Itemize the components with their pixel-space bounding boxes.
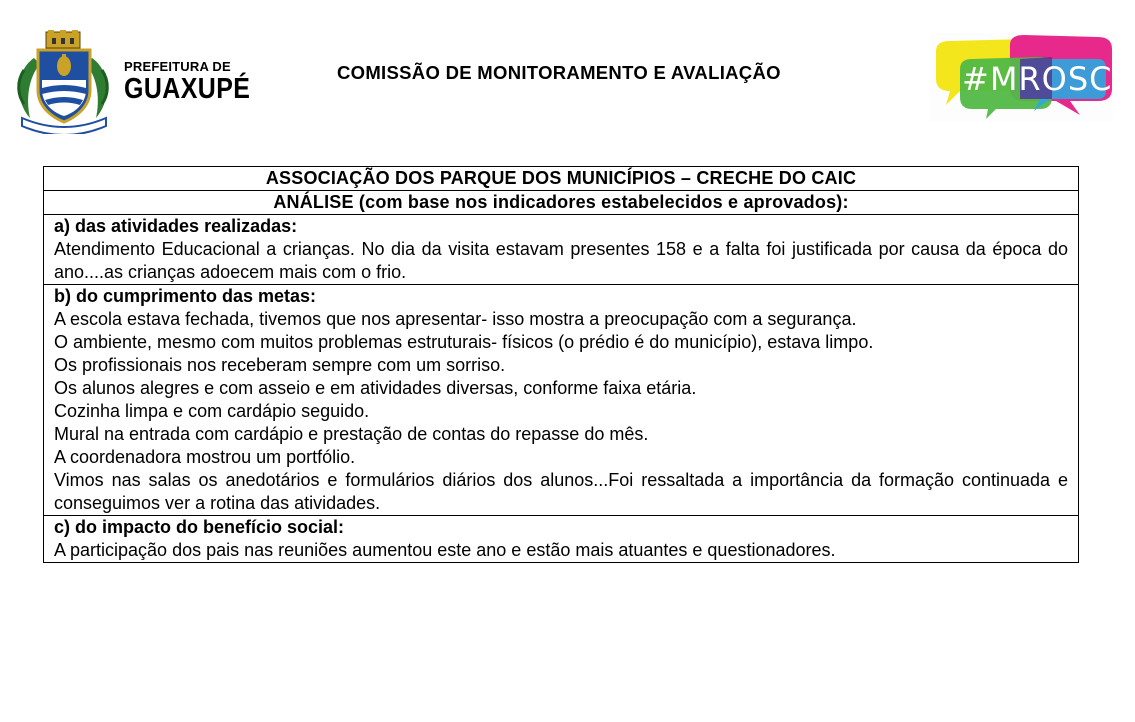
page-title: COMISSÃO DE MONITORAMENTO E AVALIAÇÃO [337, 62, 781, 83]
prefeitura-logo-text [124, 60, 271, 104]
section-metas [44, 284, 1078, 515]
logo-line-guaxupe: GUAXUPÉ [124, 73, 251, 105]
section-line: A escola estava fechada, tivemos que nos apresentar- isso mostra a preocupação com a segurança. [54, 309, 857, 329]
section-atividades [44, 214, 1078, 284]
mrosc-logo-text: #MROSC [962, 60, 1113, 98]
logo-line-prefeitura: PREFEITURA DE [124, 59, 231, 74]
table-subtitle: ANÁLISE (com base nos indicadores estabelecidos e aprovados): [44, 190, 1078, 214]
section-line: O ambiente, mesmo com muitos problemas estruturais- físicos (o prédio é do município), estava limpo. [54, 332, 874, 352]
section-heading: c) do impacto do benefício social: [54, 517, 345, 537]
section-line: Mural na entrada com cardápio e prestação de contas do repasse do mês. [54, 424, 649, 444]
mrosc-logo [930, 33, 1113, 121]
section-heading: a) das atividades realizadas: [54, 216, 298, 236]
section-line: Vimos nas salas os anedotários e formulários diários dos alunos...Foi ressaltada a importância da formação continuada e conseguimos ver a rotina das atividades. [54, 470, 1068, 513]
section-line: Atendimento Educacional a crianças. No dia da visita estavam presentes 158 e a falta foi justificada por causa da época do ano....as crianças adoecem mais com o frio. [54, 239, 1068, 282]
section-line: A coordenadora mostrou um portfólio. [54, 447, 356, 467]
table-title: ASSOCIAÇÃO DOS PARQUE DOS MUNICÍPIOS – CRECHE DO CAIC [265, 168, 857, 188]
section-impacto [44, 515, 1078, 562]
section-line: A participação dos pais nas reuniões aumentou este ano e estão mais atuantes e questionadores. [54, 540, 836, 560]
section-line: Os profissionais nos receberam sempre com um sorriso. [54, 355, 506, 375]
section-line: Cozinha limpa e com cardápio seguido. [54, 401, 370, 421]
section-line: Os alunos alegres e com asseio e em atividades diversas, conforme faixa etária. [54, 378, 697, 398]
analysis-table [43, 166, 1079, 563]
coat-of-arms-icon [12, 30, 116, 134]
section-heading: b) do cumprimento das metas: [54, 286, 317, 306]
prefeitura-logo [12, 30, 251, 134]
